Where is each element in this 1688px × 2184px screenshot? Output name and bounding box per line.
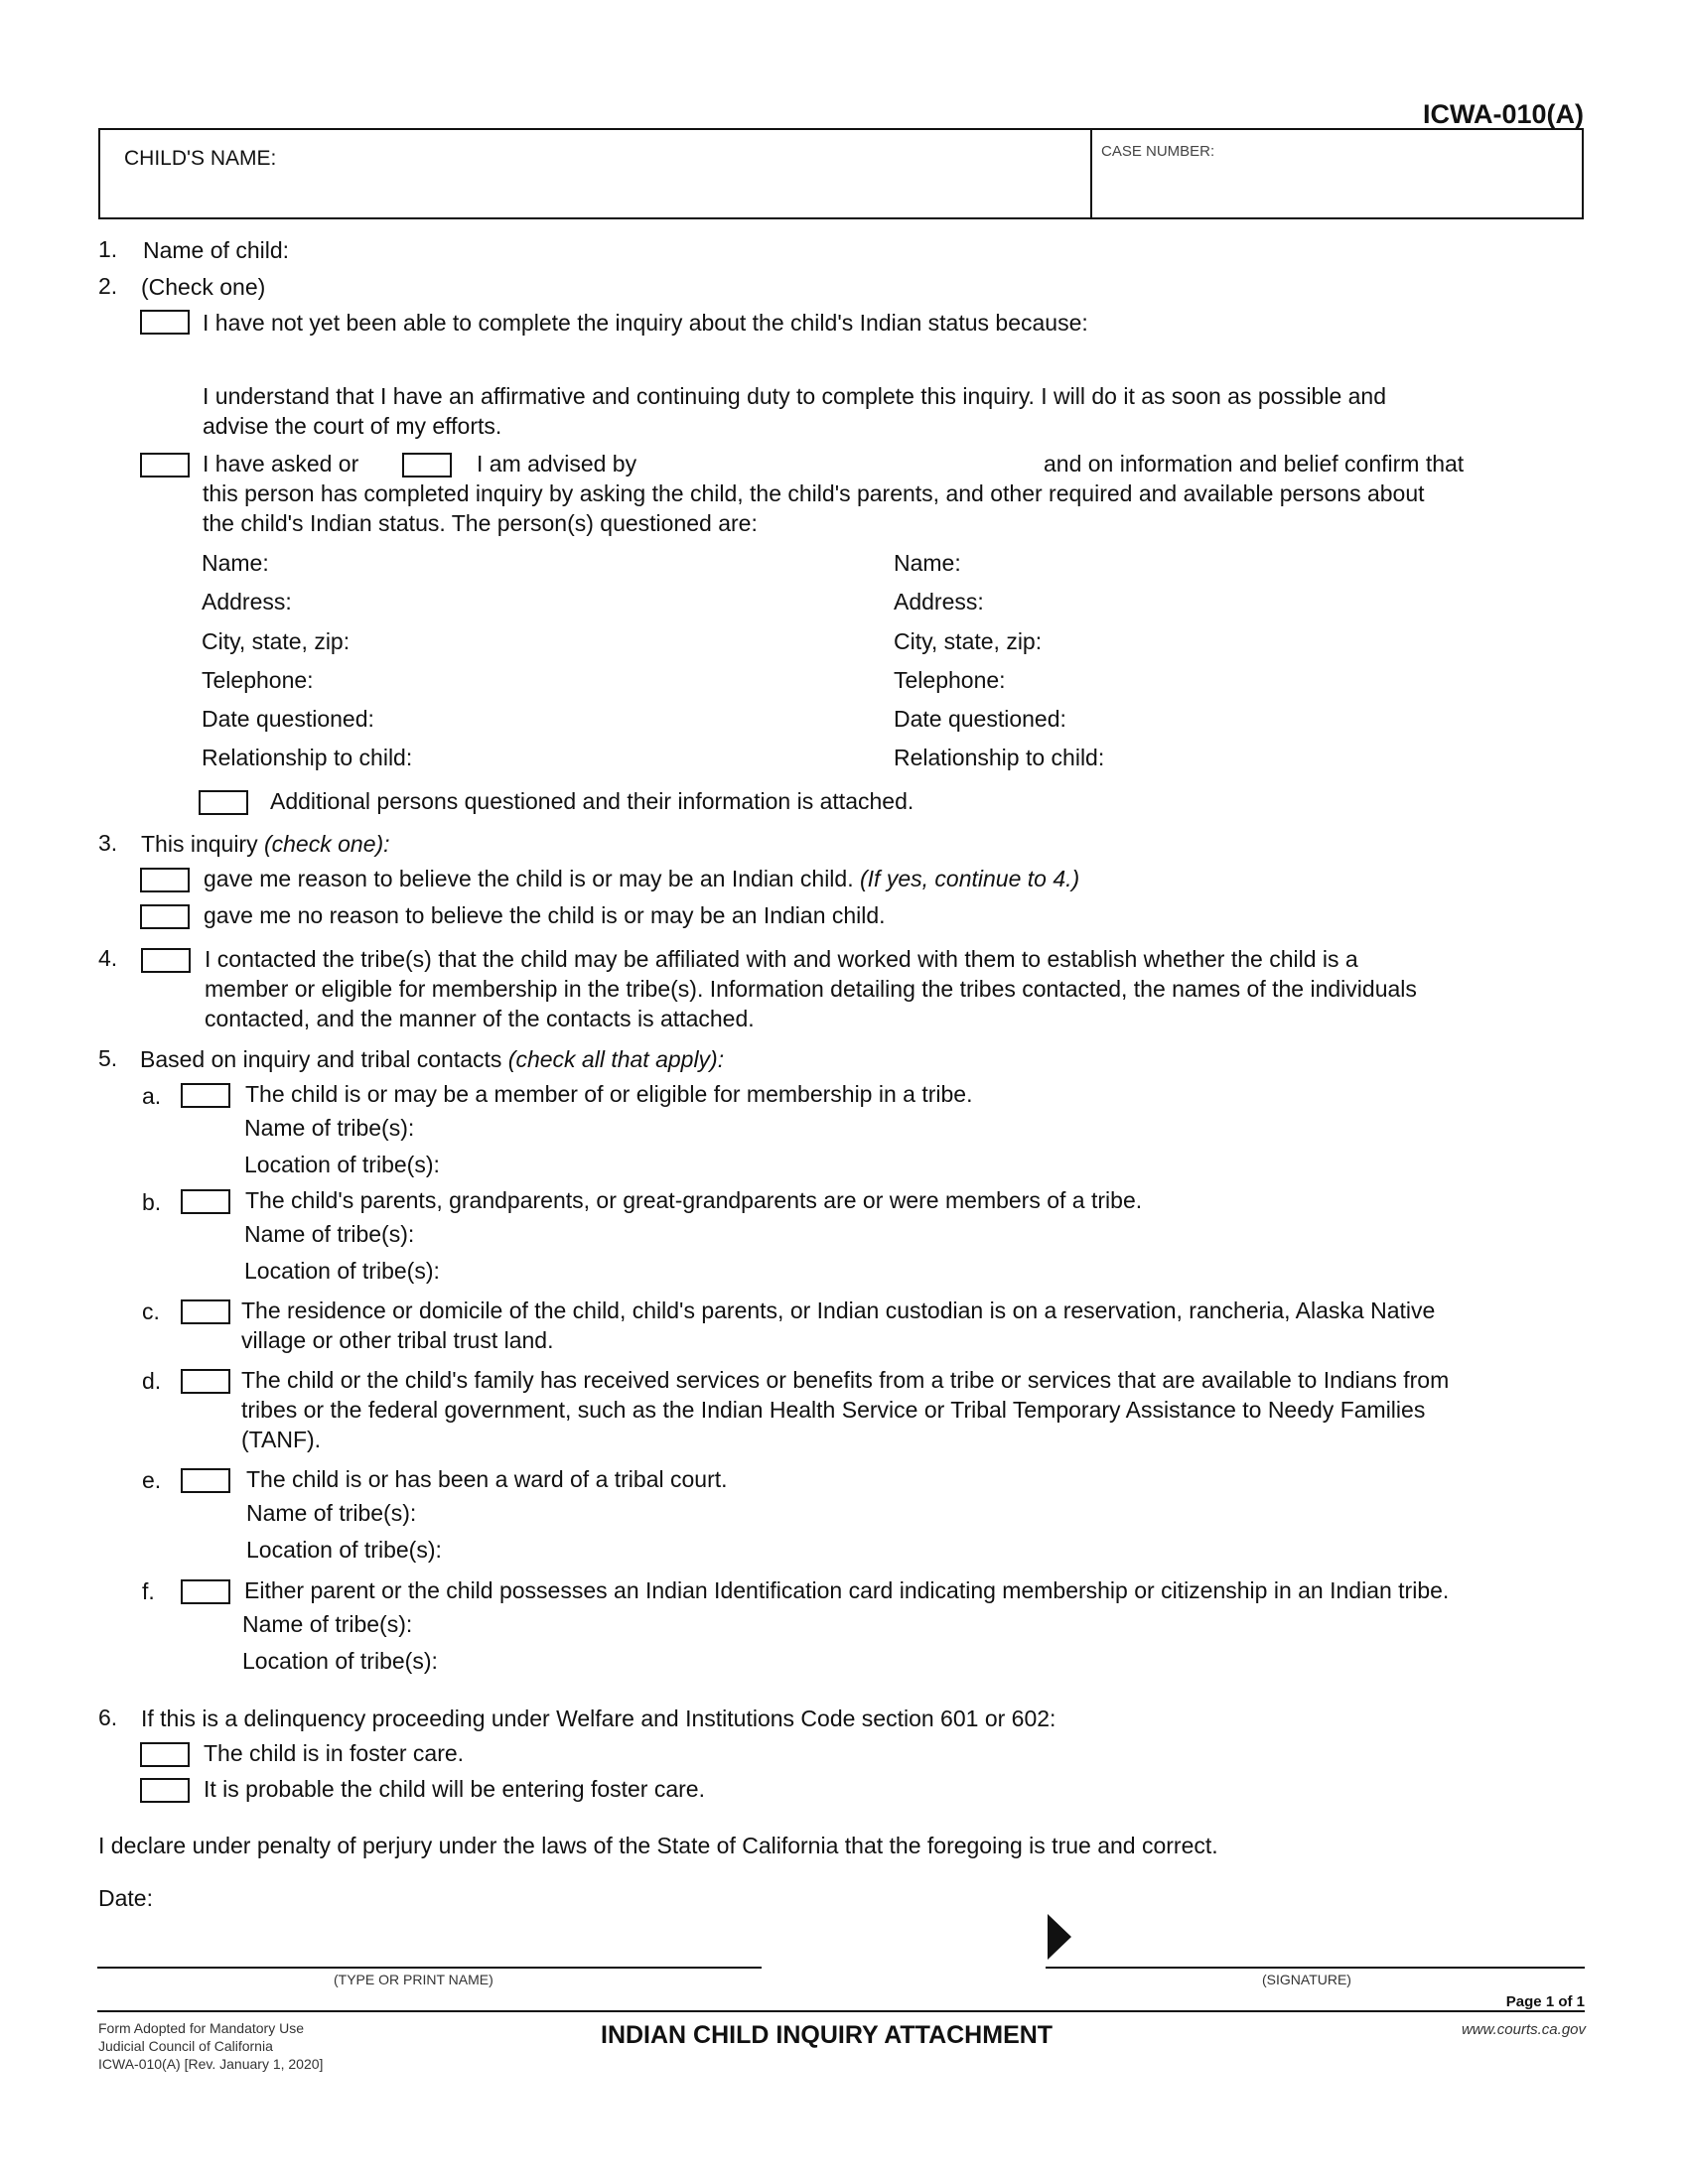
signature-line: [1046, 1967, 1585, 1969]
person2-relationship-label: Relationship to child:: [894, 745, 1105, 770]
s5e-letter: e.: [142, 1467, 162, 1493]
person1-city-label: City, state, zip:: [202, 628, 351, 654]
case-number-label: CASE NUMBER:: [1101, 143, 1215, 160]
s5d-line3: (TANF).: [241, 1427, 322, 1452]
checkbox-5c[interactable]: [181, 1299, 230, 1324]
s3-number: 3.: [98, 830, 118, 856]
s3-opt1: [204, 864, 1079, 893]
signature-field[interactable]: [1077, 1921, 1584, 1966]
s2-duty-line2: advise the court of my efforts.: [203, 413, 502, 439]
s3-opt1-text: gave me reason to believe the child is or may be an Indian child.: [204, 866, 860, 891]
s5-label-italic: (check all that apply):: [507, 1046, 725, 1072]
checkbox-advised[interactable]: [402, 453, 452, 478]
person1-relationship-label: Relationship to child:: [202, 745, 413, 770]
person2-address-label: Address:: [894, 589, 984, 614]
s2-duty-line1: I understand that I have an affirmative and continuing duty to complete this inquiry. I will do it as soon as possible and: [203, 383, 1387, 409]
person1-name-label: Name:: [202, 550, 269, 576]
checkbox-probable-foster-care[interactable]: [140, 1778, 190, 1803]
s6-opt1: The child is in foster care.: [204, 1740, 465, 1766]
s6-label: If this is a delinquency proceeding under Welfare and Institutions Code section 601 or 602:: [141, 1706, 1056, 1731]
s2-confirm: and on information and belief confirm that: [1044, 451, 1465, 477]
footer-adopted-3: ICWA-010(A) [Rev. January 1, 2020]: [98, 2056, 324, 2072]
s2-person-line1: this person has completed inquiry by asking the child, the child's parents, and other required and available persons about: [203, 480, 1425, 506]
s4-line2: member or eligible for membership in the tribe(s). Information detailing the tribes contacted, the names of the individuals: [205, 976, 1417, 1002]
checkbox-5b[interactable]: [181, 1189, 230, 1214]
s6-number: 6.: [98, 1705, 118, 1730]
s5d-line1: The child or the child's family has received services or benefits from a tribe or services that are available to Indians from: [241, 1367, 1450, 1393]
s3-opt1-italic: (If yes, continue to 4.): [860, 866, 1080, 891]
person1-date-label: Date questioned:: [202, 706, 374, 732]
s2-number: 2.: [98, 273, 118, 299]
s5d-letter: d.: [142, 1368, 162, 1394]
s3-label: [141, 829, 390, 859]
s5e-location-tribe: Location of tribe(s):: [246, 1537, 442, 1563]
s2-opt1: I have not yet been able to complete the inquiry about the child's Indian status because:: [203, 310, 1088, 336]
s5b-name-tribe: Name of tribe(s):: [244, 1221, 415, 1247]
s5f-name-tribe: Name of tribe(s):: [242, 1611, 413, 1637]
date-label: Date:: [98, 1885, 153, 1911]
person1-address-label: Address:: [202, 589, 292, 614]
checkbox-5f[interactable]: [181, 1579, 230, 1604]
s5c-line1: The residence or domicile of the child, child's parents, or Indian custodian is on a reservation, rancheria, Alaska Native: [241, 1297, 1436, 1323]
s1-number: 1.: [98, 236, 118, 262]
form-id: ICWA-010(A): [1422, 99, 1584, 129]
childs-name-label: CHILD'S NAME:: [124, 147, 277, 170]
print-name-field[interactable]: [97, 1926, 762, 1966]
s5f-letter: f.: [142, 1578, 155, 1604]
s5e-name-tribe: Name of tribe(s):: [246, 1500, 417, 1526]
childs-name-field[interactable]: [298, 139, 1082, 208]
s5a-location-tribe: Location of tribe(s):: [244, 1152, 440, 1177]
s5a-letter: a.: [142, 1083, 162, 1109]
person2-name-label: Name:: [894, 550, 961, 576]
s2-additional: Additional persons questioned and their information is attached.: [270, 788, 914, 814]
s5c-line2: village or other tribal trust land.: [241, 1327, 554, 1353]
s4-line1: I contacted the tribe(s) that the child may be affiliated with and worked with them to establish whether the child is a: [205, 946, 1358, 972]
signature-caption: (SIGNATURE): [1262, 1972, 1351, 1987]
person2-city-label: City, state, zip:: [894, 628, 1043, 654]
s5-number: 5.: [98, 1045, 118, 1071]
s5b-text: The child's parents, grandparents, or great-grandparents are or were members of a tribe.: [245, 1187, 1143, 1213]
s5c-letter: c.: [142, 1298, 160, 1324]
print-name-line: [97, 1967, 762, 1969]
case-number-field[interactable]: [1097, 167, 1574, 211]
s2-label: (Check one): [141, 274, 266, 300]
checkbox-contacted-tribes[interactable]: [141, 948, 191, 973]
s5d-line2: tribes or the federal government, such as the Indian Health Service or Tribal Temporary Assistance to Needy Families: [241, 1397, 1426, 1423]
s2-advised: I am advised by: [477, 451, 637, 477]
s2-person-line2: the child's Indian status. The person(s) questioned are:: [203, 510, 758, 536]
s5b-letter: b.: [142, 1189, 162, 1215]
s2-asked: I have asked or: [203, 451, 359, 477]
s5b-location-tribe: Location of tribe(s):: [244, 1258, 440, 1284]
s5f-text: Either parent or the child possesses an Indian Identification card indicating membership or citizenship in an Indian tribe.: [244, 1577, 1450, 1603]
footer-rule: [97, 2010, 1585, 2012]
person1-telephone-label: Telephone:: [202, 667, 314, 693]
checkbox-5d[interactable]: [181, 1369, 230, 1394]
person2-date-label: Date questioned:: [894, 706, 1066, 732]
s3-label-text: This inquiry: [141, 831, 264, 857]
s3-label-italic: (check one):: [263, 831, 390, 857]
s4-number: 4.: [98, 945, 118, 971]
website-link[interactable]: www.courts.ca.gov: [1461, 2021, 1586, 2038]
s5a-name-tribe: Name of tribe(s):: [244, 1115, 415, 1141]
caption-divider: [1090, 130, 1092, 217]
s3-opt2: gave me no reason to believe the child is or may be an Indian child.: [204, 902, 886, 928]
declaration: I declare under penalty of perjury under the laws of the State of California that the foregoing is true and correct.: [98, 1833, 1218, 1858]
checkbox-reason-to-believe[interactable]: [140, 868, 190, 892]
signature-arrow-icon: [1048, 1914, 1071, 1960]
checkbox-additional-persons[interactable]: [199, 790, 248, 815]
s5-label: [140, 1044, 724, 1074]
s5e-text: The child is or has been a ward of a tribal court.: [246, 1466, 728, 1492]
s5a-text: The child is or may be a member of or eligible for membership in a tribe.: [245, 1081, 973, 1107]
footer-adopted-2: Judicial Council of California: [98, 2038, 273, 2054]
s5-label-text: Based on inquiry and tribal contacts: [140, 1046, 508, 1072]
s6-opt2: It is probable the child will be entering foster care.: [204, 1776, 705, 1802]
checkbox-no-reason[interactable]: [140, 904, 190, 929]
checkbox-incomplete-inquiry[interactable]: [140, 310, 190, 335]
form-title: INDIAN CHILD INQUIRY ATTACHMENT: [601, 2021, 1054, 2049]
s1-label: Name of child:: [143, 237, 290, 263]
checkbox-foster-care[interactable]: [140, 1742, 190, 1767]
s4-line3: contacted, and the manner of the contacts is attached.: [205, 1006, 755, 1031]
date-field[interactable]: [164, 1881, 660, 1913]
checkbox-5a[interactable]: [181, 1083, 230, 1108]
s5f-location-tribe: Location of tribe(s):: [242, 1648, 438, 1674]
checkbox-5e[interactable]: [181, 1468, 230, 1493]
print-name-caption: (TYPE OR PRINT NAME): [334, 1972, 493, 1987]
checkbox-asked[interactable]: [140, 453, 190, 478]
person2-telephone-label: Telephone:: [894, 667, 1006, 693]
page-number: Page 1 of 1: [1505, 1993, 1585, 2010]
footer-adopted-1: Form Adopted for Mandatory Use: [98, 2020, 304, 2036]
